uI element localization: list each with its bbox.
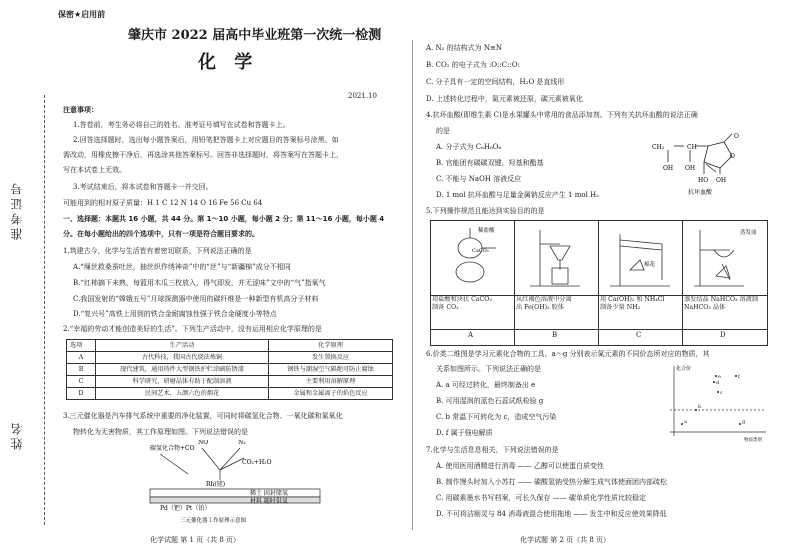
exam-date: 2021.10 [348,92,377,100]
q7-option-a: A. 使用医用酒精进行消毒 —— 乙醇可以使蛋白质变性 [436,462,604,470]
notes-heading: 注意事项： [63,106,98,114]
table-row [67,376,393,388]
diagram-label: 材料 随时供氧 [250,498,288,505]
note-line: 2.回答选择题时，选出每小题答案后，用铅笔把答题卡上对应题目的答案标号涂黑。如 [73,136,339,144]
table-cell: 发生置换反应 [269,352,393,364]
q5-stem: 5.下列操作规范且能达到实验目的的是 [426,207,545,215]
q2-stem: 2.“幸福的劳动才能创造美好的生活”。下列生产活动中，没有运用相应化学原理的是 [63,325,322,333]
q5-letter: A [468,331,474,339]
table-row [67,352,393,364]
diagram-label: 稀土 固封储氧 [250,490,288,497]
q4-option-d: D. 1 mol 抗坏血酸与足量金属钠反应产生 1 mol H₂ [436,191,599,199]
svg-text:a: a [684,419,687,425]
apparatus-label: 棉花 [644,262,656,268]
svg-text:CH₂: CH₂ [652,144,665,151]
exam-title: 肇庆市 2022 届高中毕业班第一次统一检测 [128,28,382,43]
q3-option-b: B. CO₂ 的电子式为 :O::C::O: [426,61,520,69]
page-divider [412,40,413,530]
q4-option-b: B. 官能团有碳碳双键，羟基和酯基 [436,159,544,167]
note-line: 3.考试结束后，将本试卷和答题卡一并交回。 [73,183,213,191]
q3-option-d: D. 上述转化过程中，氮元素被还原，碳元素被氧化 [426,95,583,103]
q3-stem: 3.三元催化器是汽车排气系统中重要的净化装置，可同时将碳氢化合物、一氧化碳和氮氧化 [63,412,343,420]
q1-option-c: C.我国发射的“嫦娥五号”月球探测器中使用的碳纤维是一种新型有机高分子材料 [73,295,319,303]
svg-text:d: d [716,380,720,386]
svg-text:OH: OH [663,165,674,172]
svg-text:f: f [738,374,740,380]
table-header-row [67,340,393,352]
section1-line: 一、选择题：本题共 16 小题，共 44 分。第 1～10 小题，每小题 2 分；第 11～16 小题，每小题 4 [63,215,385,223]
diagram-caption: 三元催化器工作原理示意图 [180,518,247,524]
svg-text:OH: OH [685,165,696,172]
table-header: 生产活动 [96,340,269,352]
diagram-label: Rh(铑) [206,481,226,488]
q6-option-b: B. 可用湿润的蓝色石蕊试纸检验 g [436,397,544,405]
q6-option-d: D. f 属于强电解质 [436,429,493,437]
axis-label: 化合价 [676,366,692,372]
q3-stem: 物转化为无害物质，其工作原理如图。下列说法错误的是 [73,428,248,436]
q2-table [66,339,393,400]
valence-class-diagram [660,362,770,442]
table-cell: 现代建筑，通用铸件大型钢铁护栏涂刷防锈漆 [96,364,269,376]
q4-stem: 的是 [436,127,450,135]
name-label: 姓名 [10,420,24,450]
svg-text:c: c [720,390,723,396]
q7-stem: 7.化学与生活息息相关，下列说法错误的是 [426,446,559,454]
apparatus-label: 蒸发皿 [740,230,757,236]
diagram-label: Pd（钯）Pt（铂） [160,505,211,512]
svg-text:CH: CH [687,144,697,151]
q5-letter: D [720,331,726,339]
table-cell: 金属和金属离子的焰色反应 [269,388,393,400]
q7-option-d: D. 不可将洁厕灵与 84 消毒液混合使用拖地 —— 发生中和反应使效果降低 [436,510,667,518]
table-header: 化学原理 [269,340,393,352]
q1-stem: 1.筑建古今，化学与生活皆有着密切联系。下列说法正确的是 [63,247,252,255]
q5-desc-a: 用盐酸和块状 CaCO₃ 制备 CO₂ [432,296,492,311]
table-cell: 科学研究，研磨晶体有助于配制溶液 [96,376,269,388]
subject-title: 化 学 [198,52,259,73]
diagram-label: 碳氢化合物+CO [150,445,195,452]
table-cell: 民间艺术，五颜六色的烟花 [96,388,269,400]
q5-desc-c: 用 Ca(OH)₂ 和 NH₄Cl 制备少量 NH₃ [600,296,665,311]
q5-apparatus [430,220,766,294]
apparatus-label: CaCO₃ [472,248,489,254]
q6-option-c: C. b 常温下可转化为 c，造成空气污染 [436,413,557,421]
axis-label: 物质类别 [744,438,762,442]
catalytic-converter-diagram [140,440,330,528]
diagram-label: NO [198,440,209,446]
q4-stem: 4.抗坏血酸(即维生素 C)是水果罐头中常用的食品添加剂。下列有关抗坏血酸的说法正确 [426,111,698,119]
q5-letter: B [552,331,558,339]
q1-option-d: D.“复兴号”高铁上用到的铁合金耐腐蚀性强于铁合金硬度小等特点 [73,310,277,318]
q1-option-a: A.“缫丝救桑蚕吐丝，抽丝织作绣神奇”中的“丝”与“新疆棉”成分不相同 [73,263,291,271]
diagram-label: CO₂+H₂O [242,459,272,466]
table-row [67,388,393,400]
q3-option-a: A. N₂ 的结构式为 N≡N [426,44,503,52]
note-line: 需改动，用橡皮擦干净后，再选涂其他答案标号。回答非选择题时，将答案写在答题卡上， [63,151,343,159]
diagram-label: N₂ [238,440,246,446]
svg-text:O: O [734,133,739,140]
candidate-no-label: 准考证号 [10,180,24,240]
table-cell: 古代科技，我国古代烧法炼铜 [96,352,269,364]
footer-left: 化学试题 第 1 页（共 8 页） [150,536,241,544]
q6-option-a: A. a 可经过转化，最终制备出 e [436,381,536,389]
section1-line: 分。在每小题给出的四个选项中，只有一项是符合题目要求的。 [63,230,259,238]
atomic-mass-line: 可能用到的相对原子质量：H 1 C 12 N 14 O 16 Fe 56 Cu 64 [63,199,263,207]
svg-text:HO: HO [698,177,709,184]
svg-text:O: O [730,153,735,160]
svg-text:g: g [742,419,746,425]
table-cell: 主要利用溶解原理 [269,376,393,388]
table-cell: 钢铁与潮湿空气隔绝可防止腐蚀 [269,364,393,376]
table-cell: D [67,388,96,400]
apparatus-label: 稀盐酸 [478,228,495,234]
q4-option-a: A. 分子式为 C₆H₈O₆ [436,143,502,151]
q6-stem: 6.价类二维图是学习元素化合物的工具，a～g 分别表示氮元素的不同价态所对应的物质，其 [426,350,710,358]
svg-text:e: e [718,374,721,380]
q7-option-b: B. 制作馒头时加入小苏打 —— 碳酸氢钠受热分解生成气体使面团内部疏松 [436,478,668,486]
structure-caption: 抗坏血酸 [688,189,713,196]
svg-text:b: b [698,404,702,410]
footer-right: 化学试题 第 2 页（共 8 页） [520,536,611,544]
ascorbic-acid-structure [650,132,750,200]
note-line: 1.答卷前，考生务必将自己的姓名、准考证号填写在试卷和答题卡上。 [73,121,290,129]
svg-text:OH: OH [716,177,727,184]
table-header: 选项 [67,340,96,352]
q5-letter: C [636,331,642,339]
table-cell: C [67,376,96,388]
q5-desc-b: 从红褐色溶液中分离 出 Fe(OH)₃ 胶体 [516,296,572,311]
binding-line [44,95,45,525]
table-cell: B [67,364,96,376]
q7-option-c: C. 用碳素墨水书写档案，可长久保存 —— 碳单质化学性质比较稳定 [436,494,647,502]
q3-option-c: C. 分子具有一定的空间结构，H₂O 是直线形 [426,78,565,86]
q4-option-c: C. 不能与 NaOH 溶液反应 [436,175,522,183]
q1-option-b: B.“红柿摘下未熟，每篮用木瓜三枚放入，得气即发，并无涩味”文中的“气”指氧气 [73,279,326,287]
secret-label: 保密★启用前 [58,10,106,19]
note-line: 写在本试卷上无效。 [63,166,126,174]
table-row [67,364,393,376]
table-cell: A [67,352,96,364]
q5-desc-d: 蒸发结晶 NaHCO₃ 溶液制 NaHCO₃ 晶体 [684,296,759,311]
q6-stem: 关系如图所示。下列说法正确的是 [436,365,541,373]
